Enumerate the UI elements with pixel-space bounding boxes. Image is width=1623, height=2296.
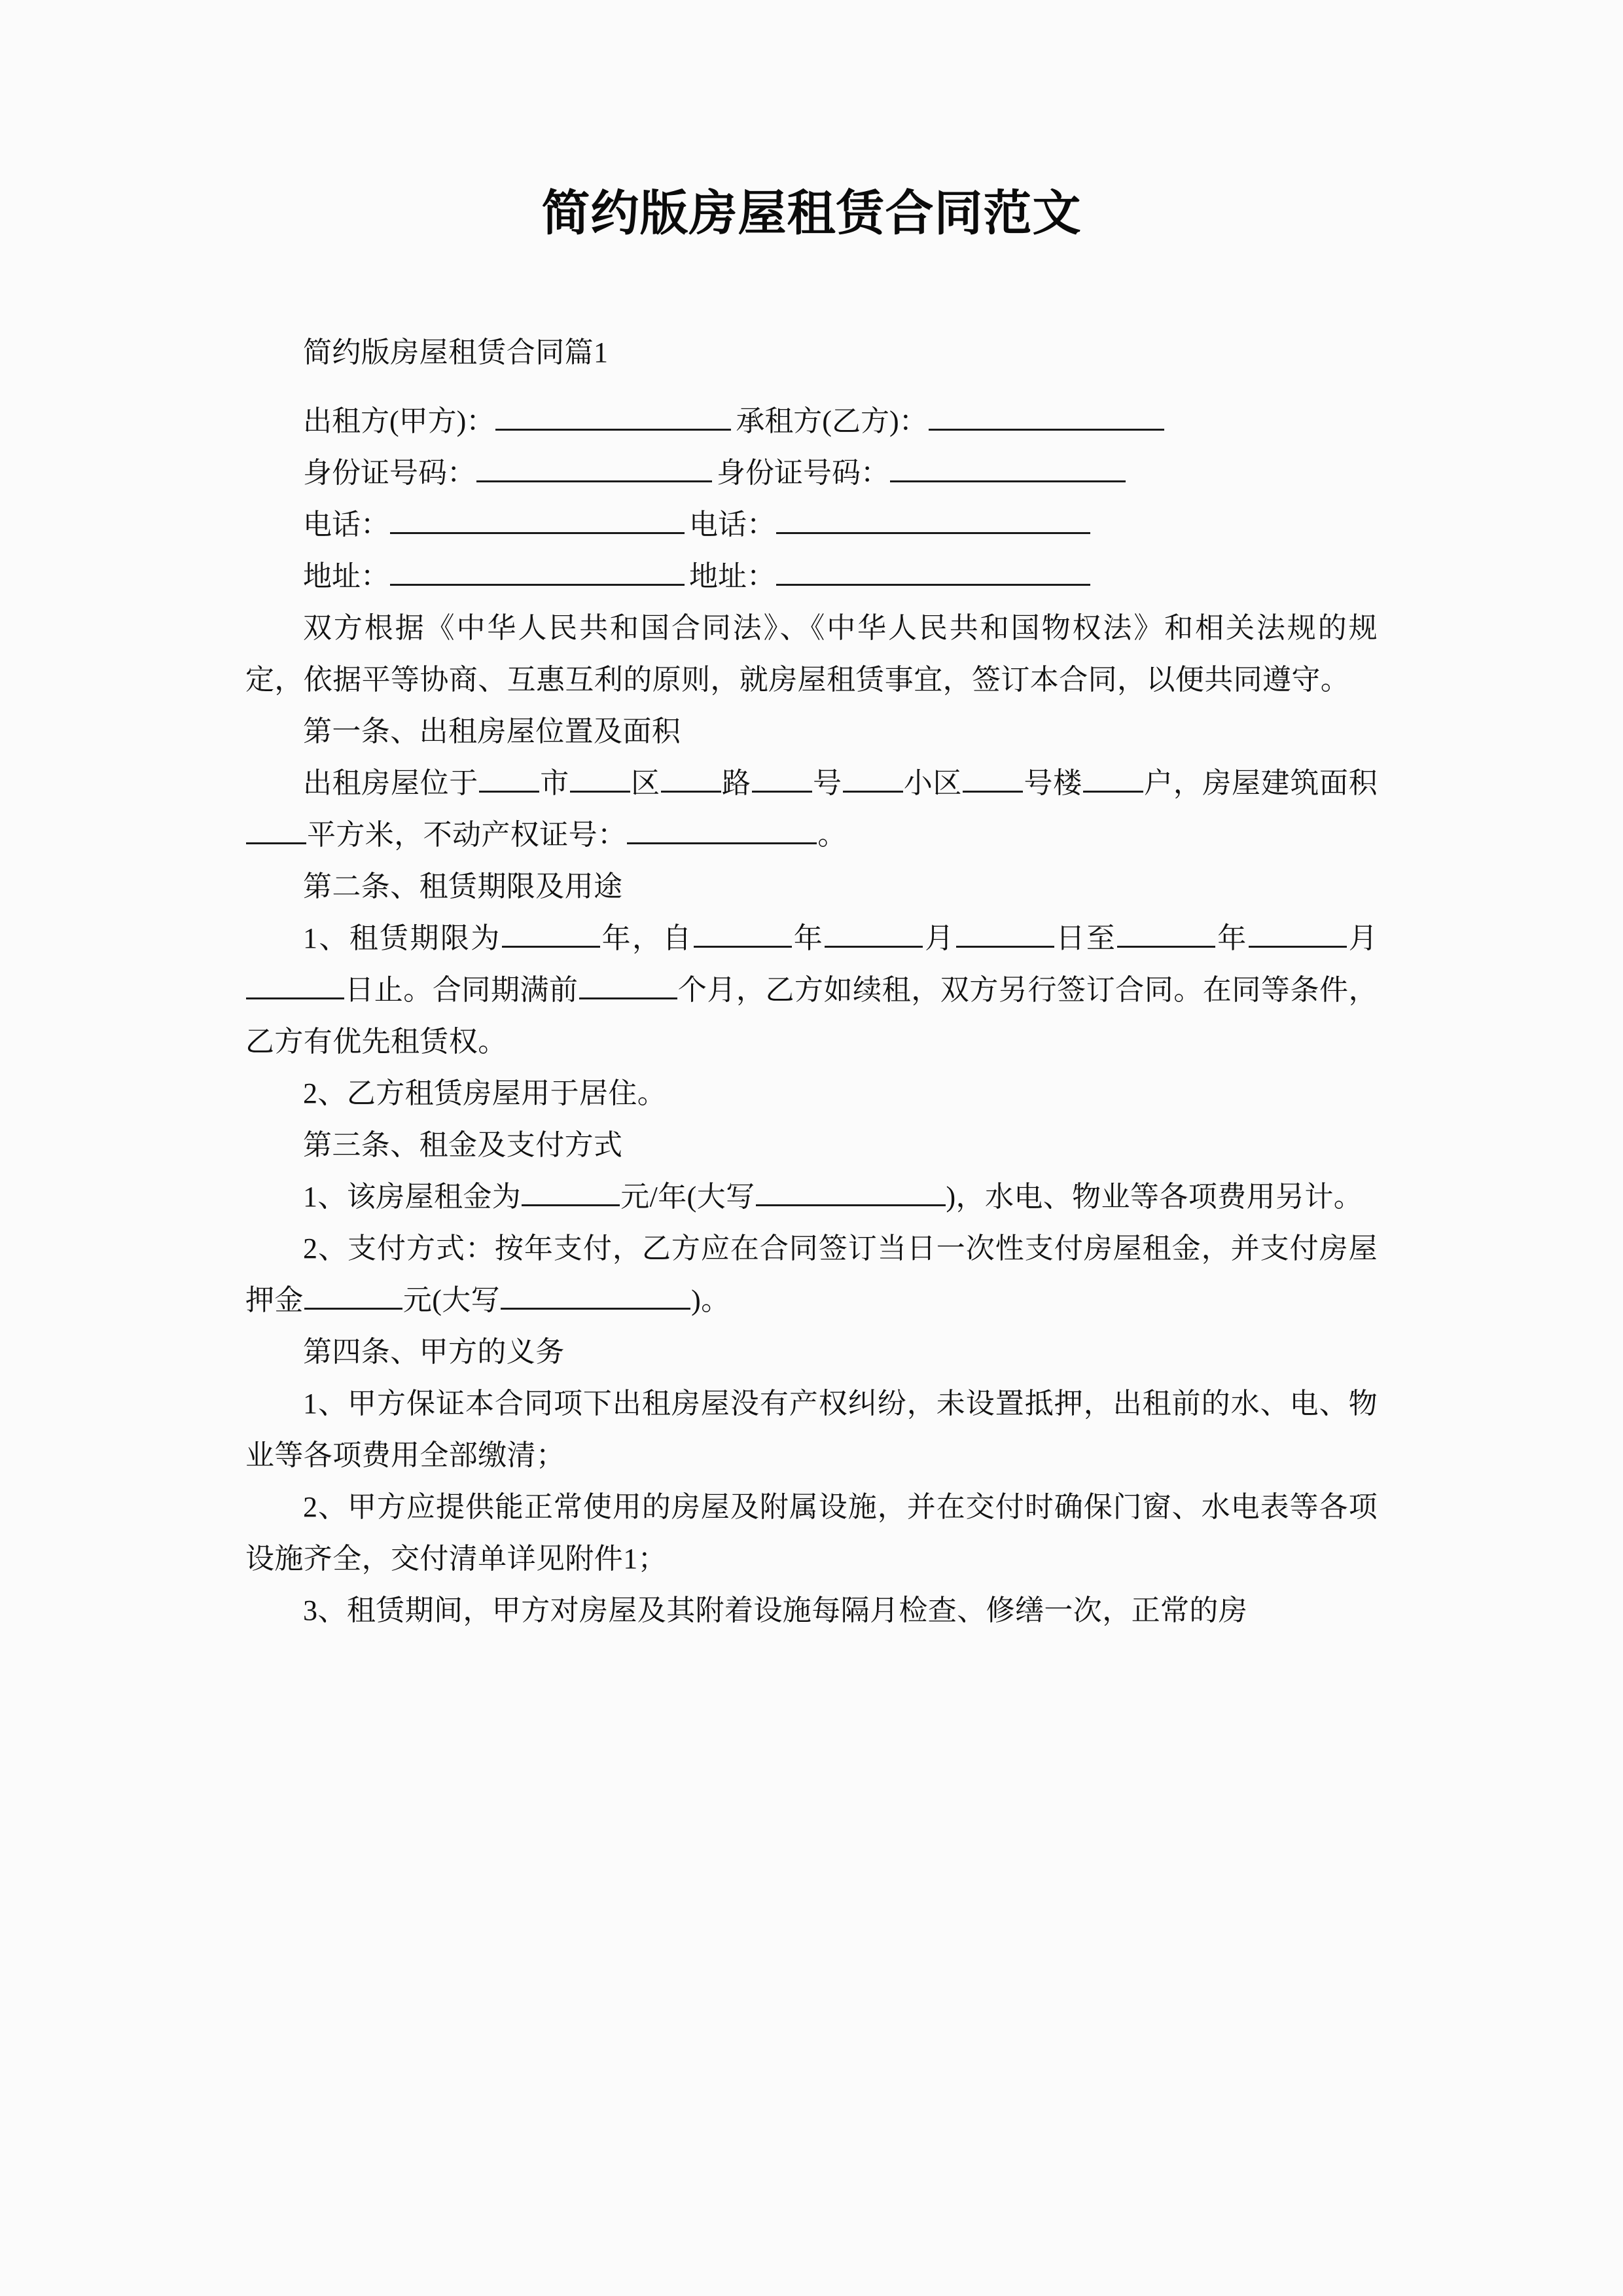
article-4-item-1-text: 甲方保证本合同项下出租房屋没有产权纠纷，未设置抵押，出租前的水、电、物业等各项费用全部缴清； xyxy=(245,1387,1378,1471)
article-3-item-1 xyxy=(245,1171,1378,1223)
end-month-unit: 月 xyxy=(1347,922,1378,954)
property-cert-blank[interactable] xyxy=(627,815,817,844)
tenant-phone-blank[interactable] xyxy=(776,505,1090,534)
article-1-period: 。 xyxy=(817,818,847,851)
article-3-item-2-num: 2、 xyxy=(303,1232,348,1265)
door-blank[interactable] xyxy=(1083,763,1143,793)
deposit-amount-words-blank[interactable] xyxy=(501,1280,690,1310)
end-day-blank[interactable] xyxy=(246,970,344,999)
article-2-item-2-num: 2、 xyxy=(303,1077,347,1109)
article-4-item-2-text: 甲方应提供能正常使用的房屋及附属设施，并在交付时确保门窗、水电表等各项设施齐全，交付清单详见附件1； xyxy=(245,1490,1378,1575)
lease-term-prefix: 租赁期限为 xyxy=(349,922,501,954)
unit-road: 路 xyxy=(721,766,751,799)
deposit-amount-blank[interactable] xyxy=(304,1280,402,1310)
tenant-name-label: 承租方(乙方)： xyxy=(736,404,928,437)
article-4-item-2-num: 2、 xyxy=(303,1490,348,1523)
party-phone-row xyxy=(245,499,1378,550)
landlord-name-label: 出租方(甲方)： xyxy=(303,404,495,437)
landlord-name-blank[interactable] xyxy=(495,401,731,431)
document-content xyxy=(245,0,1378,1636)
rent-unit-label: 元/年(大写 xyxy=(620,1180,755,1213)
property-cert-label: 平方米，不动产权证号： xyxy=(307,818,627,851)
article-1-item-1 xyxy=(245,757,1378,861)
city-blank[interactable] xyxy=(479,763,539,793)
preamble-paragraph: 双方根据《中华人民共和国合同法》、《中华人民共和国物权法》和相关法规的规定，依据平等协商、互惠互利的原则，就房屋租赁事宜，签订本合同，以便共同遵守。 xyxy=(245,611,1378,696)
lease-end-text: 日止。合同期满前 xyxy=(345,973,579,1006)
building-blank[interactable] xyxy=(963,763,1023,793)
article-2-item-1 xyxy=(245,912,1378,1067)
end-month-blank[interactable] xyxy=(1249,918,1347,948)
start-day-blank[interactable] xyxy=(956,918,1054,948)
article-2-item-1-num: 1、 xyxy=(303,922,349,954)
lease-years-blank[interactable] xyxy=(502,918,600,948)
article-2-item-2-text: 乙方租赁房屋用于居住。 xyxy=(346,1077,667,1109)
article-2-heading: 第二条、租赁期限及用途 xyxy=(303,870,623,903)
article-4-heading: 第四条、甲方的义务 xyxy=(303,1335,565,1368)
deposit-suffix: )。 xyxy=(691,1283,730,1316)
payment-method-text: 支付方式：按年支付，乙方应在合同签订当日一次性支付房屋租金，并支付房屋押金 xyxy=(245,1232,1378,1316)
party-address-row xyxy=(245,550,1378,602)
building-area-label: 房屋建筑面积 xyxy=(1202,766,1378,799)
article-4-item-3-num: 3、 xyxy=(303,1594,347,1626)
renewal-text: 个月，乙方如续租，双方另行签订合同。在同等条件，乙方有优先租赁权。 xyxy=(245,973,1378,1058)
party-name-row xyxy=(245,395,1378,447)
tenant-id-blank[interactable] xyxy=(890,453,1126,482)
start-month-unit: 月 xyxy=(923,922,955,954)
unit-number: 号 xyxy=(812,766,842,799)
start-year-unit: 年 xyxy=(792,922,825,954)
number-blank[interactable] xyxy=(752,763,812,793)
document-subtitle: 简约版房屋租赁合同篇1 xyxy=(303,336,609,368)
document-body xyxy=(245,327,1378,1636)
property-location-prefix: 出租房屋位于 xyxy=(303,766,478,799)
article-4-item-1 xyxy=(245,1378,1378,1481)
article-3-heading: 第三条、租金及支付方式 xyxy=(303,1128,623,1161)
party-id-row xyxy=(245,447,1378,499)
deposit-unit-label: 元(大写 xyxy=(402,1283,501,1316)
unit-door: 户， xyxy=(1143,766,1203,799)
article-1-heading: 第一条、出租房屋位置及面积 xyxy=(303,715,681,747)
page-title: 简约版房屋租赁合同范文 xyxy=(541,185,1082,242)
landlord-phone-label: 电话： xyxy=(303,508,389,541)
unit-community: 小区 xyxy=(903,766,963,799)
article-4-item-1-num: 1、 xyxy=(303,1387,348,1420)
article-2-item-2 xyxy=(245,1067,1378,1119)
landlord-address-blank[interactable] xyxy=(390,556,685,586)
article-4-item-3-text: 租赁期间，甲方对房屋及其附着设施每隔月检查、修缮一次，正常的房 xyxy=(346,1594,1248,1626)
start-month-blank[interactable] xyxy=(825,918,923,948)
article-4-item-3 xyxy=(245,1585,1378,1636)
tenant-address-blank[interactable] xyxy=(776,556,1090,586)
tenant-phone-label: 电话： xyxy=(689,508,776,541)
community-blank[interactable] xyxy=(843,763,903,793)
landlord-id-blank[interactable] xyxy=(476,453,712,482)
rent-suffix: )，水电、物业等各项费用另计。 xyxy=(946,1180,1363,1213)
unit-building: 号楼 xyxy=(1024,766,1082,799)
lease-term-unit: 年，自 xyxy=(600,922,693,954)
start-year-blank[interactable] xyxy=(694,918,792,948)
renewal-notice-months-blank[interactable] xyxy=(579,970,677,999)
end-year-blank[interactable] xyxy=(1117,918,1215,948)
tenant-name-blank[interactable] xyxy=(929,401,1164,431)
landlord-address-label: 地址： xyxy=(303,560,389,592)
tenant-address-label: 地址： xyxy=(689,560,776,592)
rent-amount-words-blank[interactable] xyxy=(756,1177,946,1206)
rent-prefix: 该房屋租金为 xyxy=(346,1180,522,1213)
rent-amount-blank[interactable] xyxy=(522,1177,620,1206)
article-3-item-1-num: 1、 xyxy=(303,1180,347,1213)
building-area-blank[interactable] xyxy=(246,815,306,844)
article-3-item-2 xyxy=(245,1223,1378,1326)
tenant-id-label: 身份证号码： xyxy=(717,456,889,489)
unit-city: 市 xyxy=(539,766,569,799)
end-year-unit: 年 xyxy=(1216,922,1248,954)
article-4-item-2 xyxy=(245,1481,1378,1585)
landlord-id-label: 身份证号码： xyxy=(303,456,476,489)
unit-district: 区 xyxy=(630,766,660,799)
start-day-unit: 日至 xyxy=(1054,922,1117,954)
district-blank[interactable] xyxy=(570,763,630,793)
landlord-phone-blank[interactable] xyxy=(390,505,685,534)
road-blank[interactable] xyxy=(661,763,721,793)
